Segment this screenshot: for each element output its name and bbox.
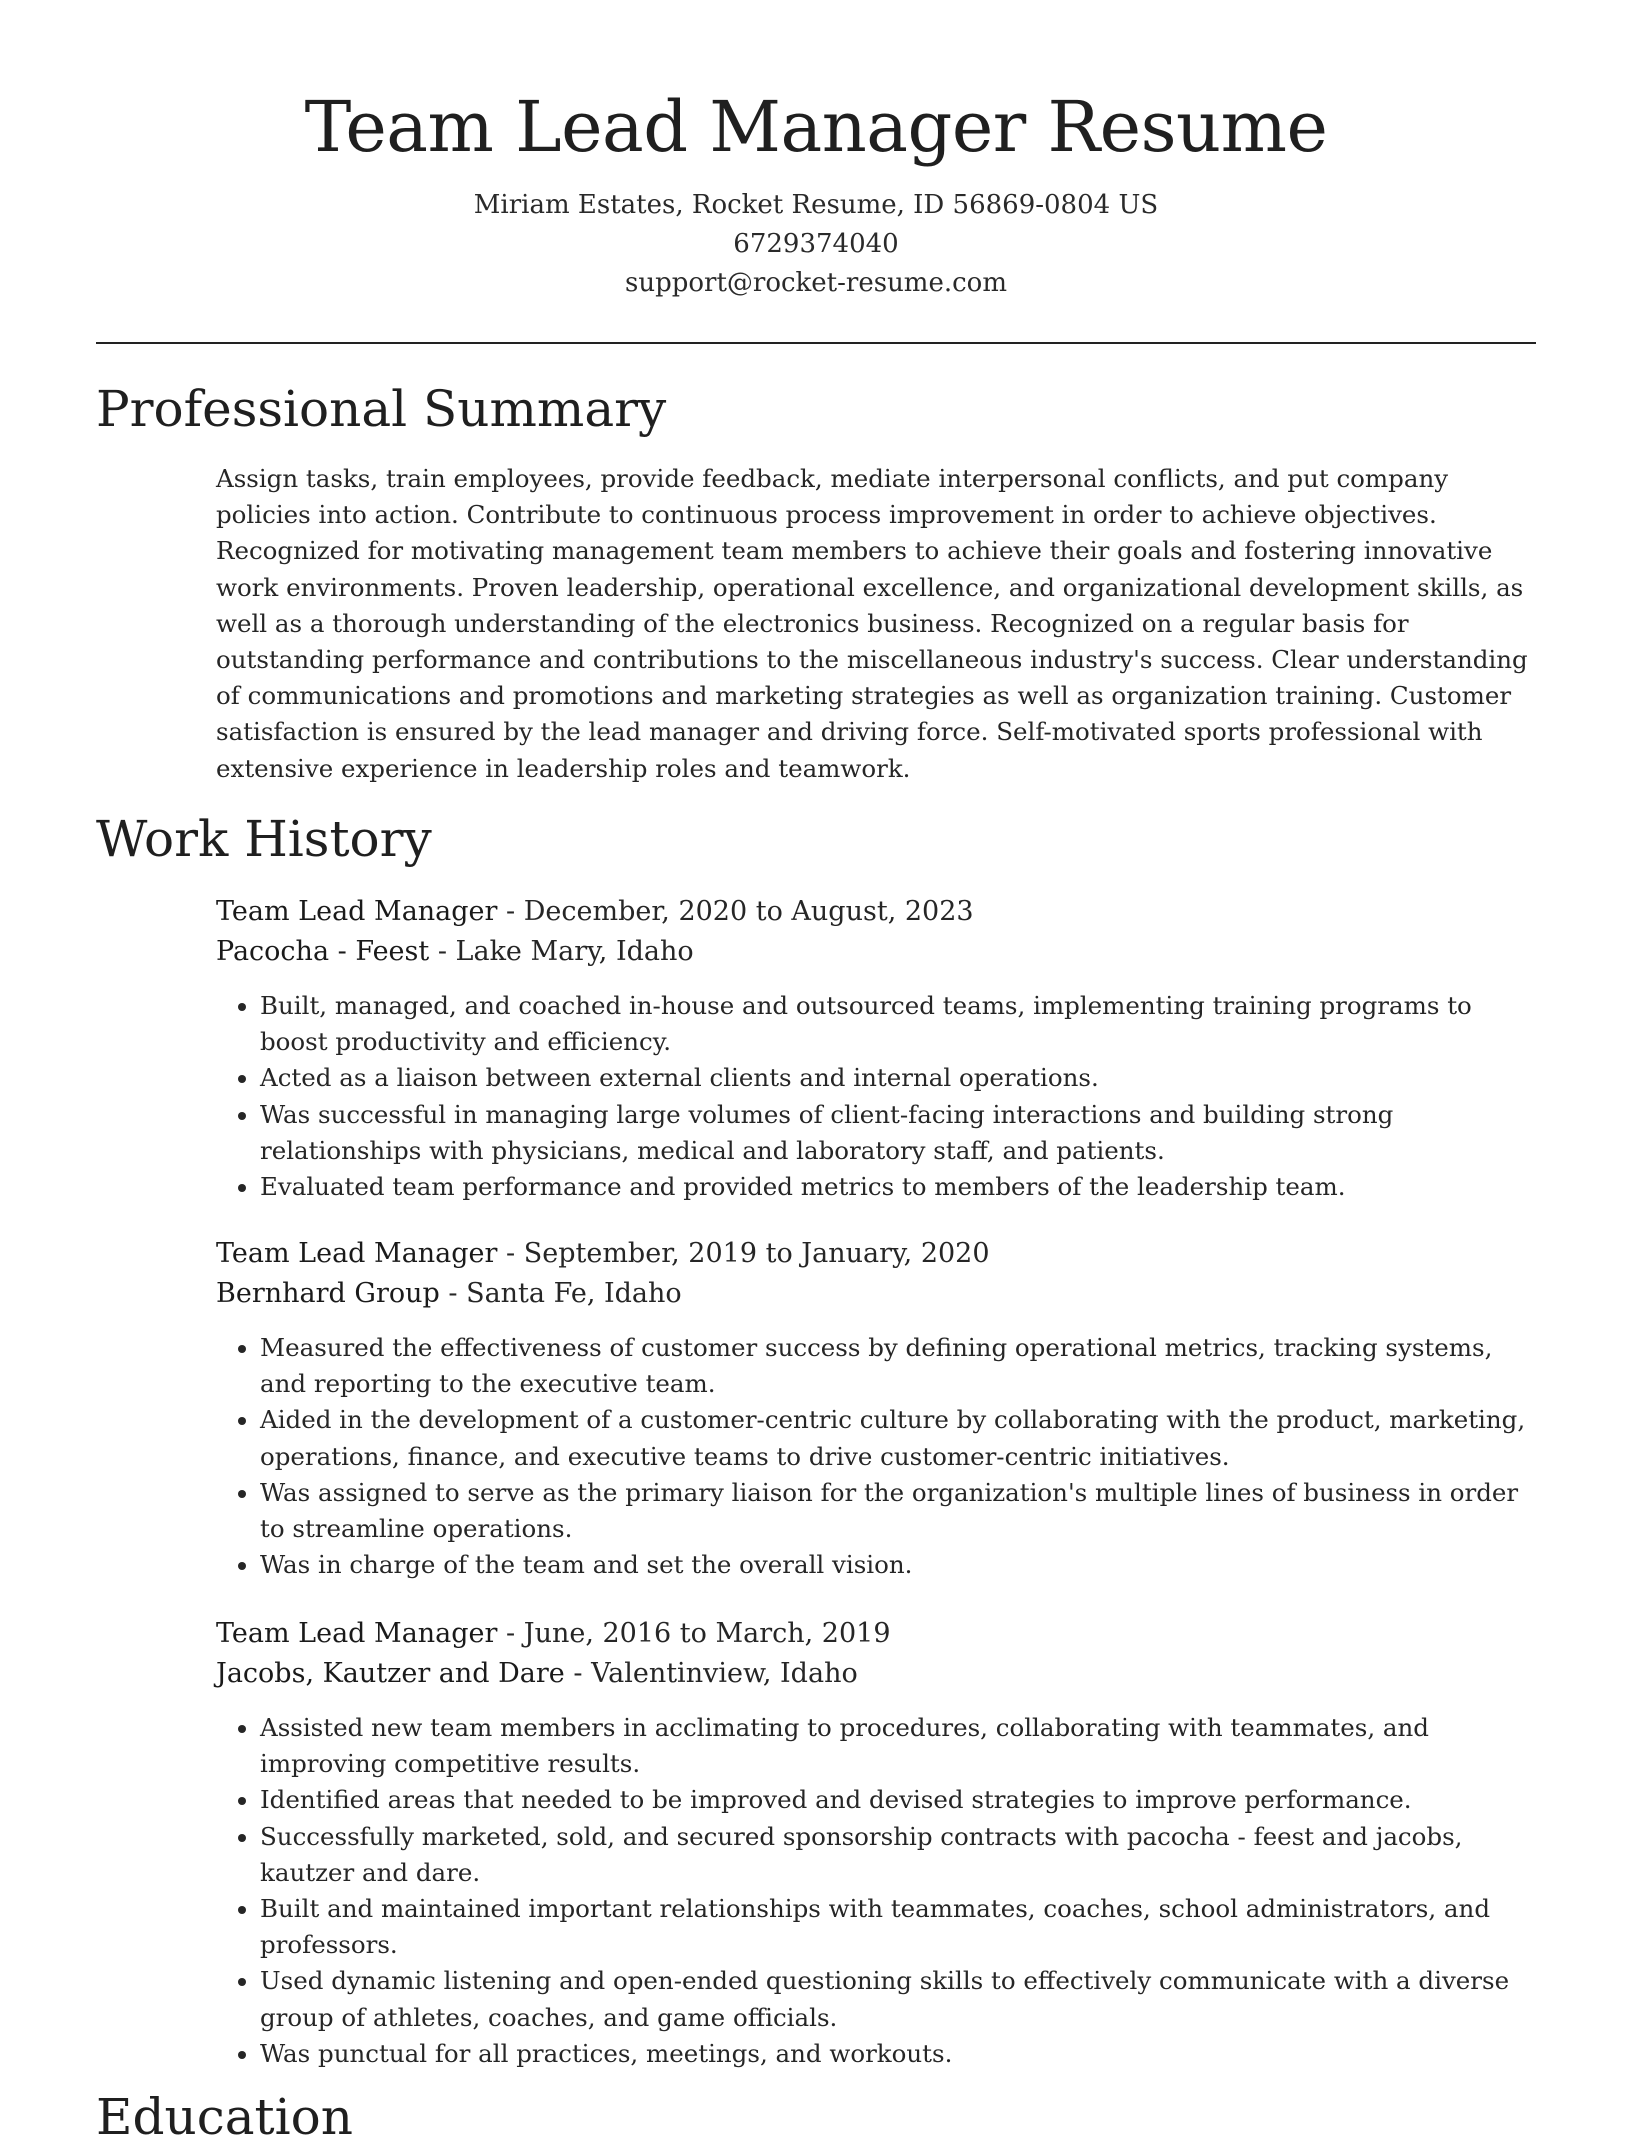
work-history-heading: Work History: [96, 810, 432, 868]
job-location: - Santa Fe, Idaho: [439, 1278, 682, 1309]
job-bullet: • Aided in the development of a customer-centric culture by collaborating with the product, marketing, operations, finance, and executive teams to drive customer-centric initiatives.: [260, 1402, 1546, 1474]
job-company: Bernhard Group: [216, 1278, 440, 1309]
job-bullet-list: [216, 1330, 1546, 1583]
contact-phone: 6729374040: [733, 229, 899, 259]
job-bullet: • Was in charge of the team and set the overall vision.: [260, 1547, 1546, 1583]
job-title-line: [216, 1614, 1546, 1654]
job-bullet: • Assisted new team members in acclimating to procedures, collaborating with teammates, and improving competitive results.: [260, 1710, 1546, 1782]
job-location: - Lake Mary, Idaho: [429, 936, 694, 967]
job-title: Team Lead Manager: [216, 1238, 498, 1269]
job-entry: [216, 892, 1546, 1205]
job-bullet: • Measured the effectiveness of customer success by defining operational metrics, tracking systems, and reporting to the executive team.: [260, 1330, 1546, 1402]
job-bullet: • Evaluated team performance and provided metrics to members of the leadership team.: [260, 1169, 1546, 1205]
job-bullet: • Built and maintained important relationships with teammates, coaches, school administrators, and professors.: [260, 1891, 1546, 1963]
job-bullet: • Was punctual for all practices, meetings, and workouts.: [260, 2036, 1546, 2072]
header-divider: [96, 342, 1536, 344]
job-bullet: • Built, managed, and coached in-house and outsourced teams, implementing training programs to boost productivity and efficiency.: [260, 988, 1546, 1060]
job-company-line: [216, 1274, 1546, 1314]
job-title-line: [216, 1234, 1546, 1274]
job-entry: [216, 1614, 1546, 2072]
job-company-line: [216, 932, 1546, 972]
summary-text: Assign tasks, train employees, provide feedback, mediate interpersonal conflicts, and put company policies into action. Contribute to continuous process improvement in order to achieve objectives. Recognized for motivating management team members to achieve their goals and fostering innovative work environments. Proven leadership, operational excellence, and organizational development skills, as well as a thorough understanding of the electronics business. Recognized on a regular basis for outstanding performance and contributions to the miscellaneous industry's success. Clear understanding of communications and promotions and marketing strategies as well as organization training. Customer satisfaction is ensured by the lead manager and driving force. Self-motivated sports professional with extensive experience in leadership roles and teamwork.: [216, 464, 1528, 783]
education-heading: Education: [96, 2088, 353, 2146]
job-dates: - June, 2016 to March, 2019: [497, 1618, 891, 1649]
contact-block: [0, 186, 1632, 303]
job-location: - Valentinview, Idaho: [564, 1658, 858, 1689]
job-entry: [216, 1234, 1546, 1583]
job-bullet: • Was assigned to serve as the primary liaison for the organization's multiple lines of business in order to streamline operations.: [260, 1475, 1546, 1547]
job-bullet: • Acted as a liaison between external clients and internal operations.: [260, 1060, 1546, 1096]
job-dates: - December, 2020 to August, 2023: [497, 896, 974, 927]
job-bullet: • Identified areas that needed to be improved and devised strategies to improve performance.: [260, 1782, 1546, 1818]
job-bullet-list: [216, 1710, 1546, 2072]
resume-header: [0, 0, 1632, 303]
job-title: Team Lead Manager: [216, 1618, 498, 1649]
job-bullet: • Used dynamic listening and open-ended questioning skills to effectively communicate with a diverse group of athletes, coaches, and game officials.: [260, 1963, 1546, 2035]
job-bullet-list: [216, 988, 1546, 1205]
job-bullet: • Successfully marketed, sold, and secured sponsorship contracts with pacocha - feest and jacobs, kautzer and dare.: [260, 1819, 1546, 1891]
job-company-line: [216, 1654, 1546, 1694]
job-title: Team Lead Manager: [216, 896, 498, 927]
job-company: Jacobs, Kautzer and Dare: [216, 1658, 565, 1689]
job-bullet: • Was successful in managing large volumes of client-facing interactions and building strong relationships with physicians, medical and laboratory staff, and patients.: [260, 1097, 1546, 1169]
resume-title: Team Lead Manager Resume: [304, 86, 1328, 168]
summary-heading: Professional Summary: [96, 380, 667, 438]
job-dates: - September, 2019 to January, 2020: [497, 1238, 990, 1269]
job-company: Pacocha - Feest: [216, 936, 430, 967]
job-title-line: [216, 892, 1546, 932]
contact-address: Miriam Estates, Rocket Resume, ID 56869-0804 US: [473, 190, 1159, 220]
contact-email: support@rocket-resume.com: [624, 268, 1007, 298]
